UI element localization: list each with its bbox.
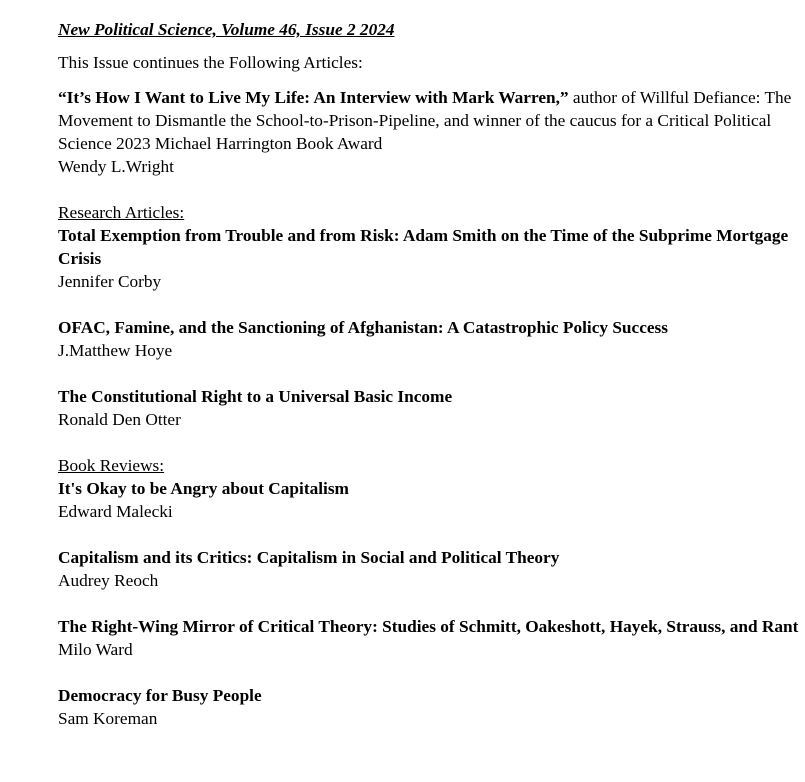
review-title: Democracy for Busy People <box>58 686 262 705</box>
interview-author: Wendy L.Wright <box>58 157 174 176</box>
review-entry <box>58 615 800 661</box>
review-entry <box>58 477 800 523</box>
book-reviews-section <box>58 454 800 730</box>
review-title: The Right-Wing Mirror of Critical Theory: Studies of Schmitt, Oakeshott, Hayek, Strauss, and Rant <box>58 617 799 636</box>
article-title: OFAC, Famine, and the Sanctioning of Afghanistan: A Catastrophic Policy Success <box>58 318 669 337</box>
review-author: Milo Ward <box>58 640 133 659</box>
review-author: Edward Malecki <box>58 502 173 521</box>
interview-title: “It’s How I Want to Live My Life: An Interview with Mark Warren,” <box>58 88 569 107</box>
interview-description: author of Willful Defiance: The Movement to Dismantle the School-to-Prison-Pipeline, and winner of the caucus for a Critical Political Science 2023 Michael Harrington Book Award <box>58 88 792 153</box>
review-entry <box>58 684 800 730</box>
review-title: Capitalism and its Critics: Capitalism in Social and Political Theory <box>58 548 560 567</box>
intro-text: This Issue continues the Following Articles: <box>58 53 363 72</box>
book-reviews-heading: Book Reviews: <box>58 456 165 475</box>
interview-entry <box>58 86 800 178</box>
interview-paragraph <box>58 86 800 155</box>
journal-title: New Political Science, Volume 46, Issue 2 2024 <box>58 20 395 39</box>
article-author: J.Matthew Hoye <box>58 341 173 360</box>
research-articles-heading: Research Articles: <box>58 203 185 222</box>
review-entry <box>58 546 800 592</box>
document-page <box>58 18 800 730</box>
article-entry <box>58 224 800 293</box>
review-author: Sam Koreman <box>58 709 158 728</box>
review-title: It's Okay to be Angry about Capitalism <box>58 479 349 498</box>
article-entry <box>58 385 800 431</box>
review-author: Audrey Reoch <box>58 571 159 590</box>
article-author: Jennifer Corby <box>58 272 162 291</box>
article-author: Ronald Den Otter <box>58 410 181 429</box>
article-title: The Constitutional Right to a Universal Basic Income <box>58 387 453 406</box>
article-title: Total Exemption from Trouble and from Risk: Adam Smith on the Time of the Subprime Mortgage Crisis <box>58 226 789 268</box>
article-entry <box>58 316 800 362</box>
research-articles-section <box>58 201 800 431</box>
